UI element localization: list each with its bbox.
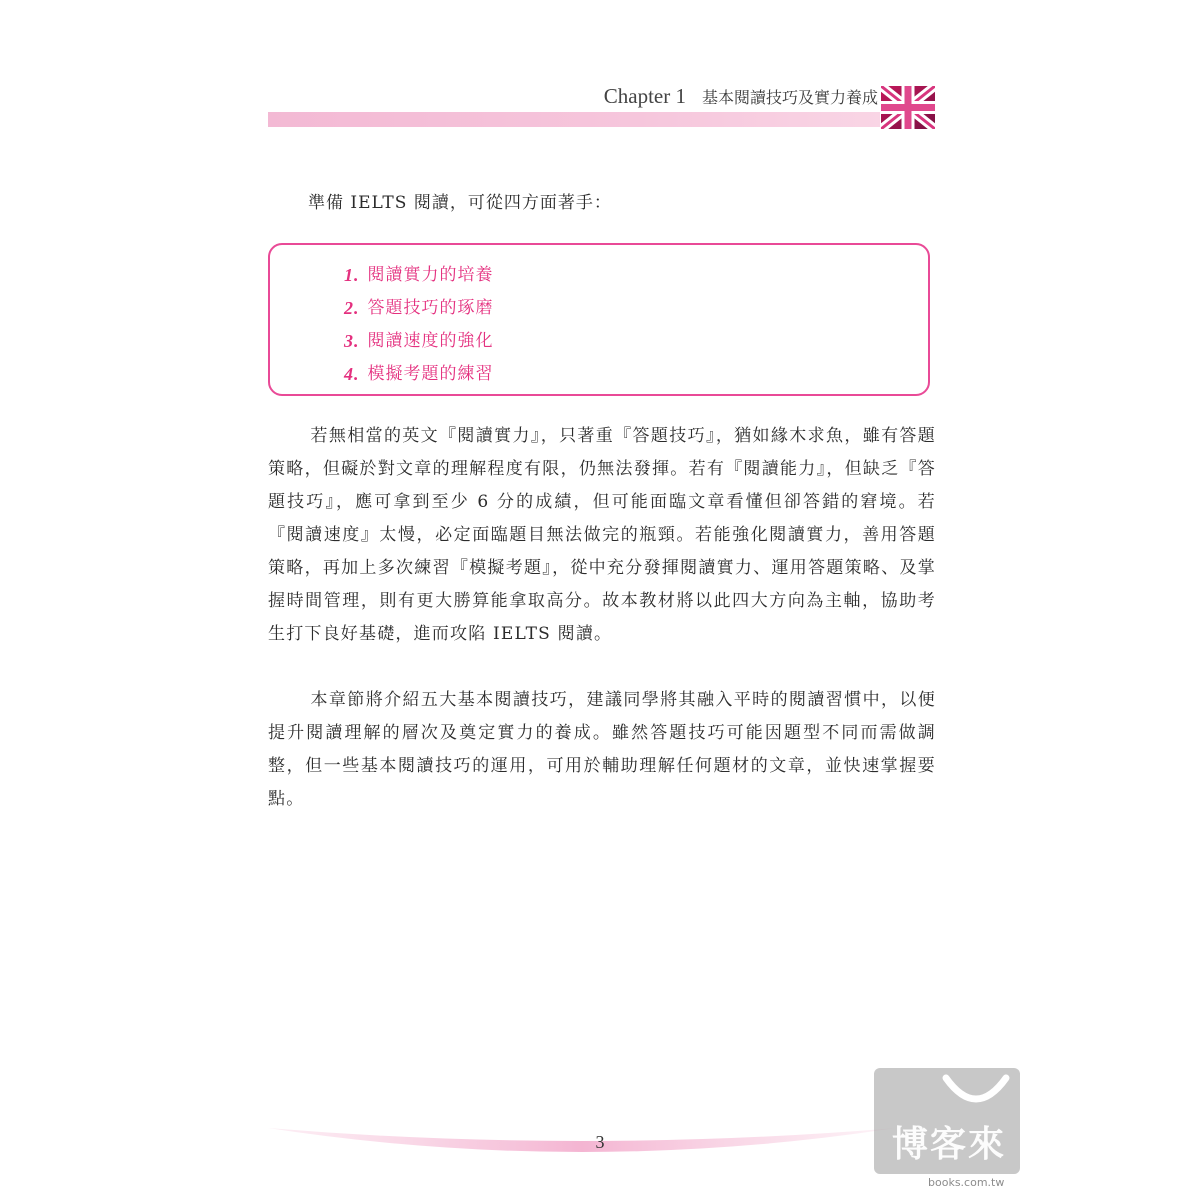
page-number: 3 (595, 1132, 605, 1152)
list-item-number: 4. (344, 364, 360, 384)
intro-sentence: 準備 IELTS 閱讀，可從四方面著手： (308, 193, 612, 213)
chapter-label: Chapter 1 (603, 84, 686, 108)
list-item (344, 325, 928, 358)
body-paragraph: 若無相當的英文『閱讀實力』，只著重『答題技巧』，猶如緣木求魚，雖有答題策略，但礙於對文章的理解程度有限，仍無法發揮。若有『閱讀能力』，但缺乏『答題技巧』，應可拿到至少 6 分的成績，但可能面臨文章看懂但卻答錯的窘境。若『閱讀速度』太慢，必定面臨題目無法做完的瓶頸。若能強化閱讀實力，善用答題策略，再加上多次練習『模擬考題』，從中充分發揮閱讀實力、運用答題策略、及掌握時間管理，則有更大勝算能拿取高分。故本教材將以此四大方向為主軸，協助考生打下良好基礎，進而攻陷 IELTS 閱讀。 (268, 426, 936, 644)
chapter-title: 基本閱讀技巧及實力養成 (701, 88, 878, 107)
union-jack-icon (881, 86, 935, 129)
list-item-text: 閱讀實力的培養 (367, 265, 494, 285)
watermark-site: books.com.tw (928, 1176, 1005, 1189)
list-item-number: 1. (344, 265, 360, 285)
focus-list (270, 245, 928, 391)
smile-icon (940, 1072, 1012, 1116)
list-item-number: 2. (344, 298, 360, 318)
list-item-number: 3. (344, 331, 360, 351)
list-item-text: 模擬考題的練習 (367, 364, 494, 384)
header-band (268, 112, 880, 127)
focus-list-box (268, 243, 930, 396)
list-item (344, 358, 928, 391)
watermark-logo: 博客來 (891, 1124, 1006, 1165)
list-item-text: 答題技巧的琢磨 (367, 298, 494, 318)
list-item (344, 292, 928, 325)
running-header (604, 84, 878, 109)
watermark (868, 1064, 1024, 1194)
body-paragraph: 本章節將介紹五大基本閱讀技巧，建議同學將其融入平時的閱讀習慣中，以便提升閱讀理解的層次及奠定實力的養成。雖然答題技巧可能因題型不同而需做調整，但一些基本閱讀技巧的運用，可用於輔助理解任何題材的文章，並快速掌握要點。 (268, 690, 936, 809)
list-item (344, 259, 928, 292)
list-item-text: 閱讀速度的強化 (367, 331, 494, 351)
